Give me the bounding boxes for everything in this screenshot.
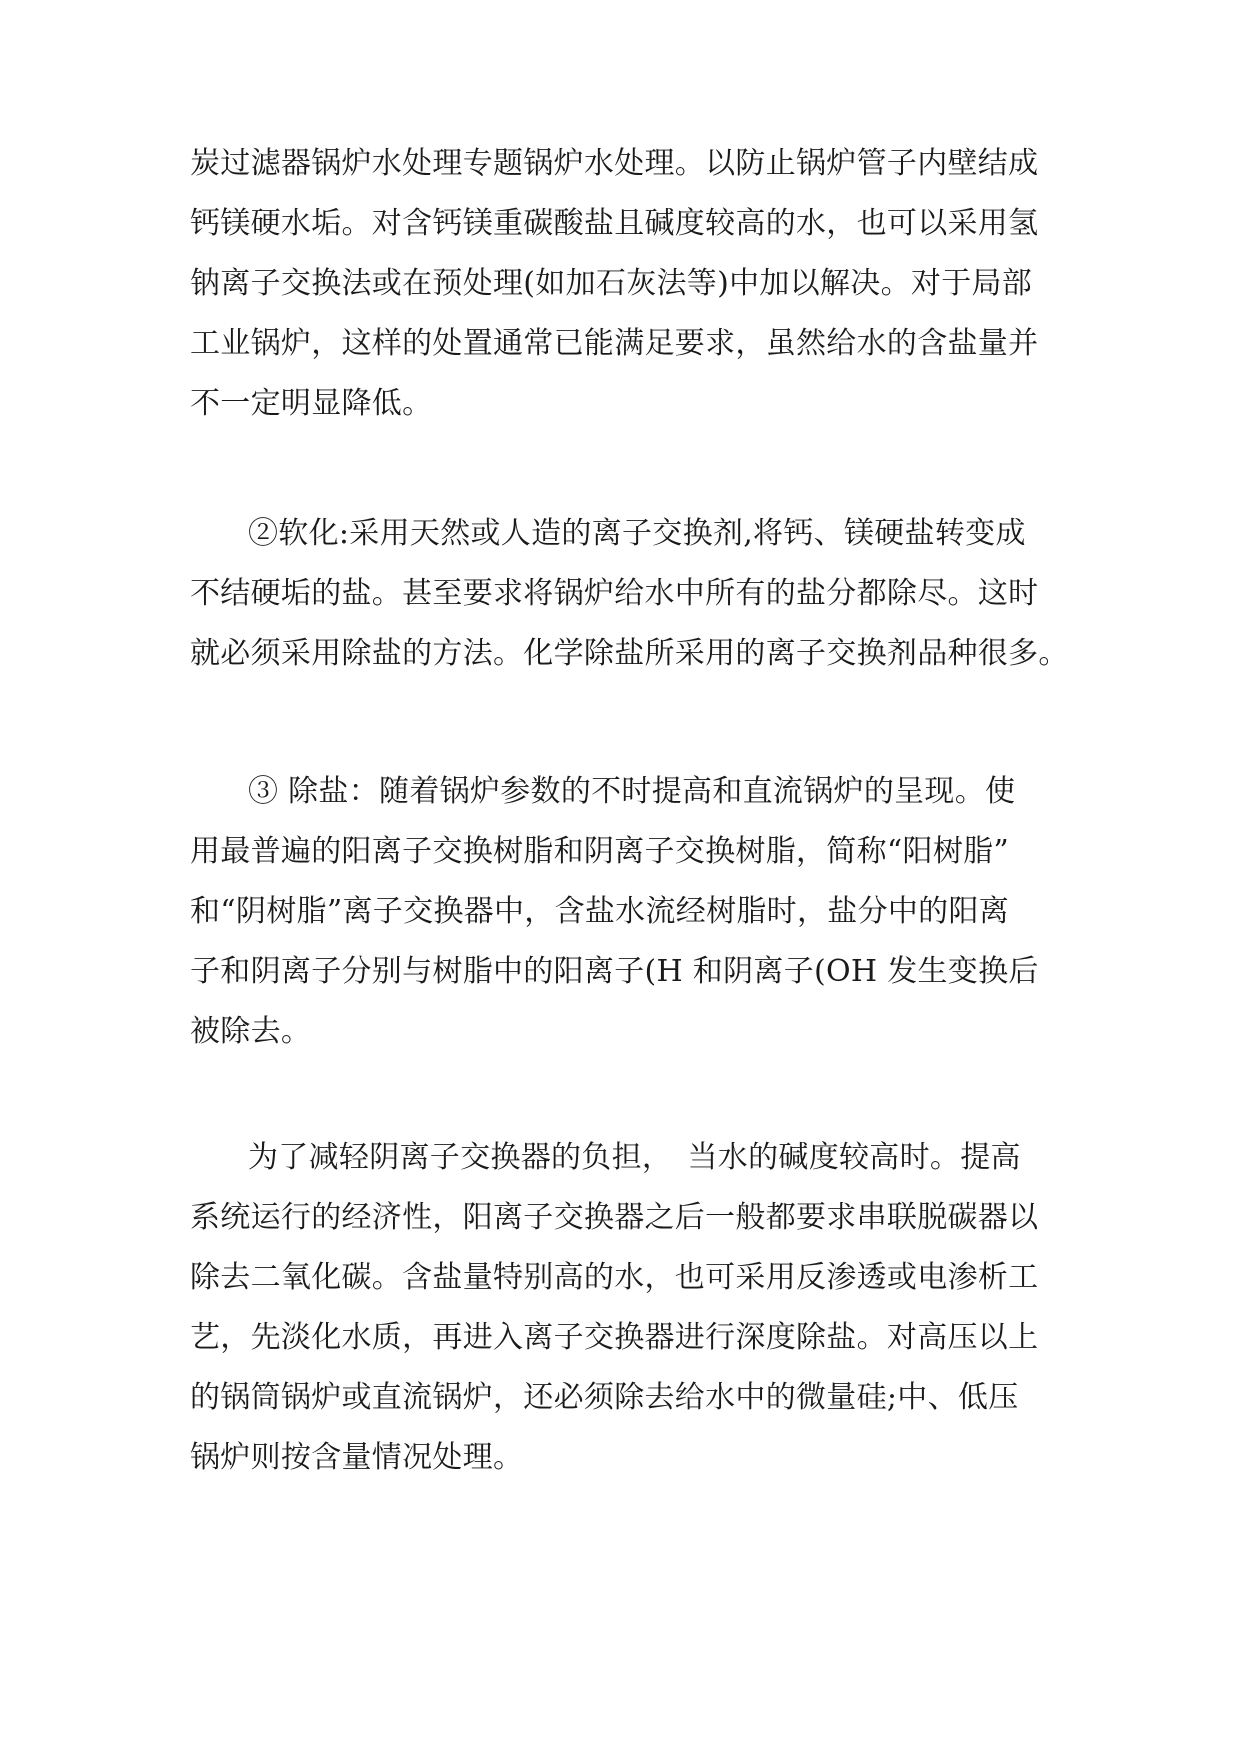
paragraph-line: 工业锅炉，这样的处置通常已能满足要求，虽然给水的含盐量并 [190, 326, 1039, 361]
paragraph-line: 钠离子交换法或在预处理(如加石灰法等)中加以解决。对于局部 [190, 266, 1033, 301]
paragraph-line: 的锅筒锅炉或直流锅炉，还必须除去给水中的微量硅;中、低压 [190, 1380, 1019, 1415]
paragraph-line: 炭过滤器锅炉水处理专题锅炉水处理。以防止锅炉管子内壁结成 [190, 146, 1039, 181]
paragraph-line: 为了减轻阴离子交换器的负担， 当水的碱度较高时。提高 [248, 1140, 1021, 1175]
paragraph-line: 和“阴树脂”离子交换器中，含盐水流经树脂时，盐分中的阳离 [190, 894, 1010, 929]
paragraph-line: 锅炉则按含量情况处理。 [190, 1440, 524, 1475]
paragraph-line: ②软化:采用天然或人造的离子交换剂,将钙、镁硬盐转变成 [248, 516, 1026, 551]
paragraph-line: ③ 除盐：随着锅炉参数的不时提高和直流锅炉的呈现。使 [248, 774, 1016, 809]
paragraph-line: 子和阴离子分别与树脂中的阳离子(H 和阴离子(OH 发生变换后 [190, 954, 1039, 989]
paragraph-line: 就必须采用除盐的方法。化学除盐所采用的离子交换剂品种很多。 [190, 636, 1069, 671]
paragraph-line: 用最普遍的阳离子交换树脂和阴离子交换树脂，简称“阳树脂” [190, 834, 1010, 869]
paragraph-line: 系统运行的经济性，阳离子交换器之后一般都要求串联脱碳器以 [190, 1200, 1039, 1235]
paragraph-line: 钙镁硬水垢。对含钙镁重碳酸盐且碱度较高的水，也可以采用氢 [190, 206, 1039, 241]
paragraph-line: 艺，先淡化水质，再进入离子交换器进行深度除盐。对高压以上 [190, 1320, 1039, 1355]
paragraph-line: 被除去。 [190, 1014, 312, 1049]
paragraph-line: 不结硬垢的盐。甚至要求将锅炉给水中所有的盐分都除尽。这时 [190, 576, 1039, 611]
paragraph-line: 除去二氧化碳。含盐量特别高的水，也可采用反渗透或电渗析工 [190, 1260, 1039, 1295]
paragraph-line: 不一定明显降低。 [190, 386, 433, 421]
